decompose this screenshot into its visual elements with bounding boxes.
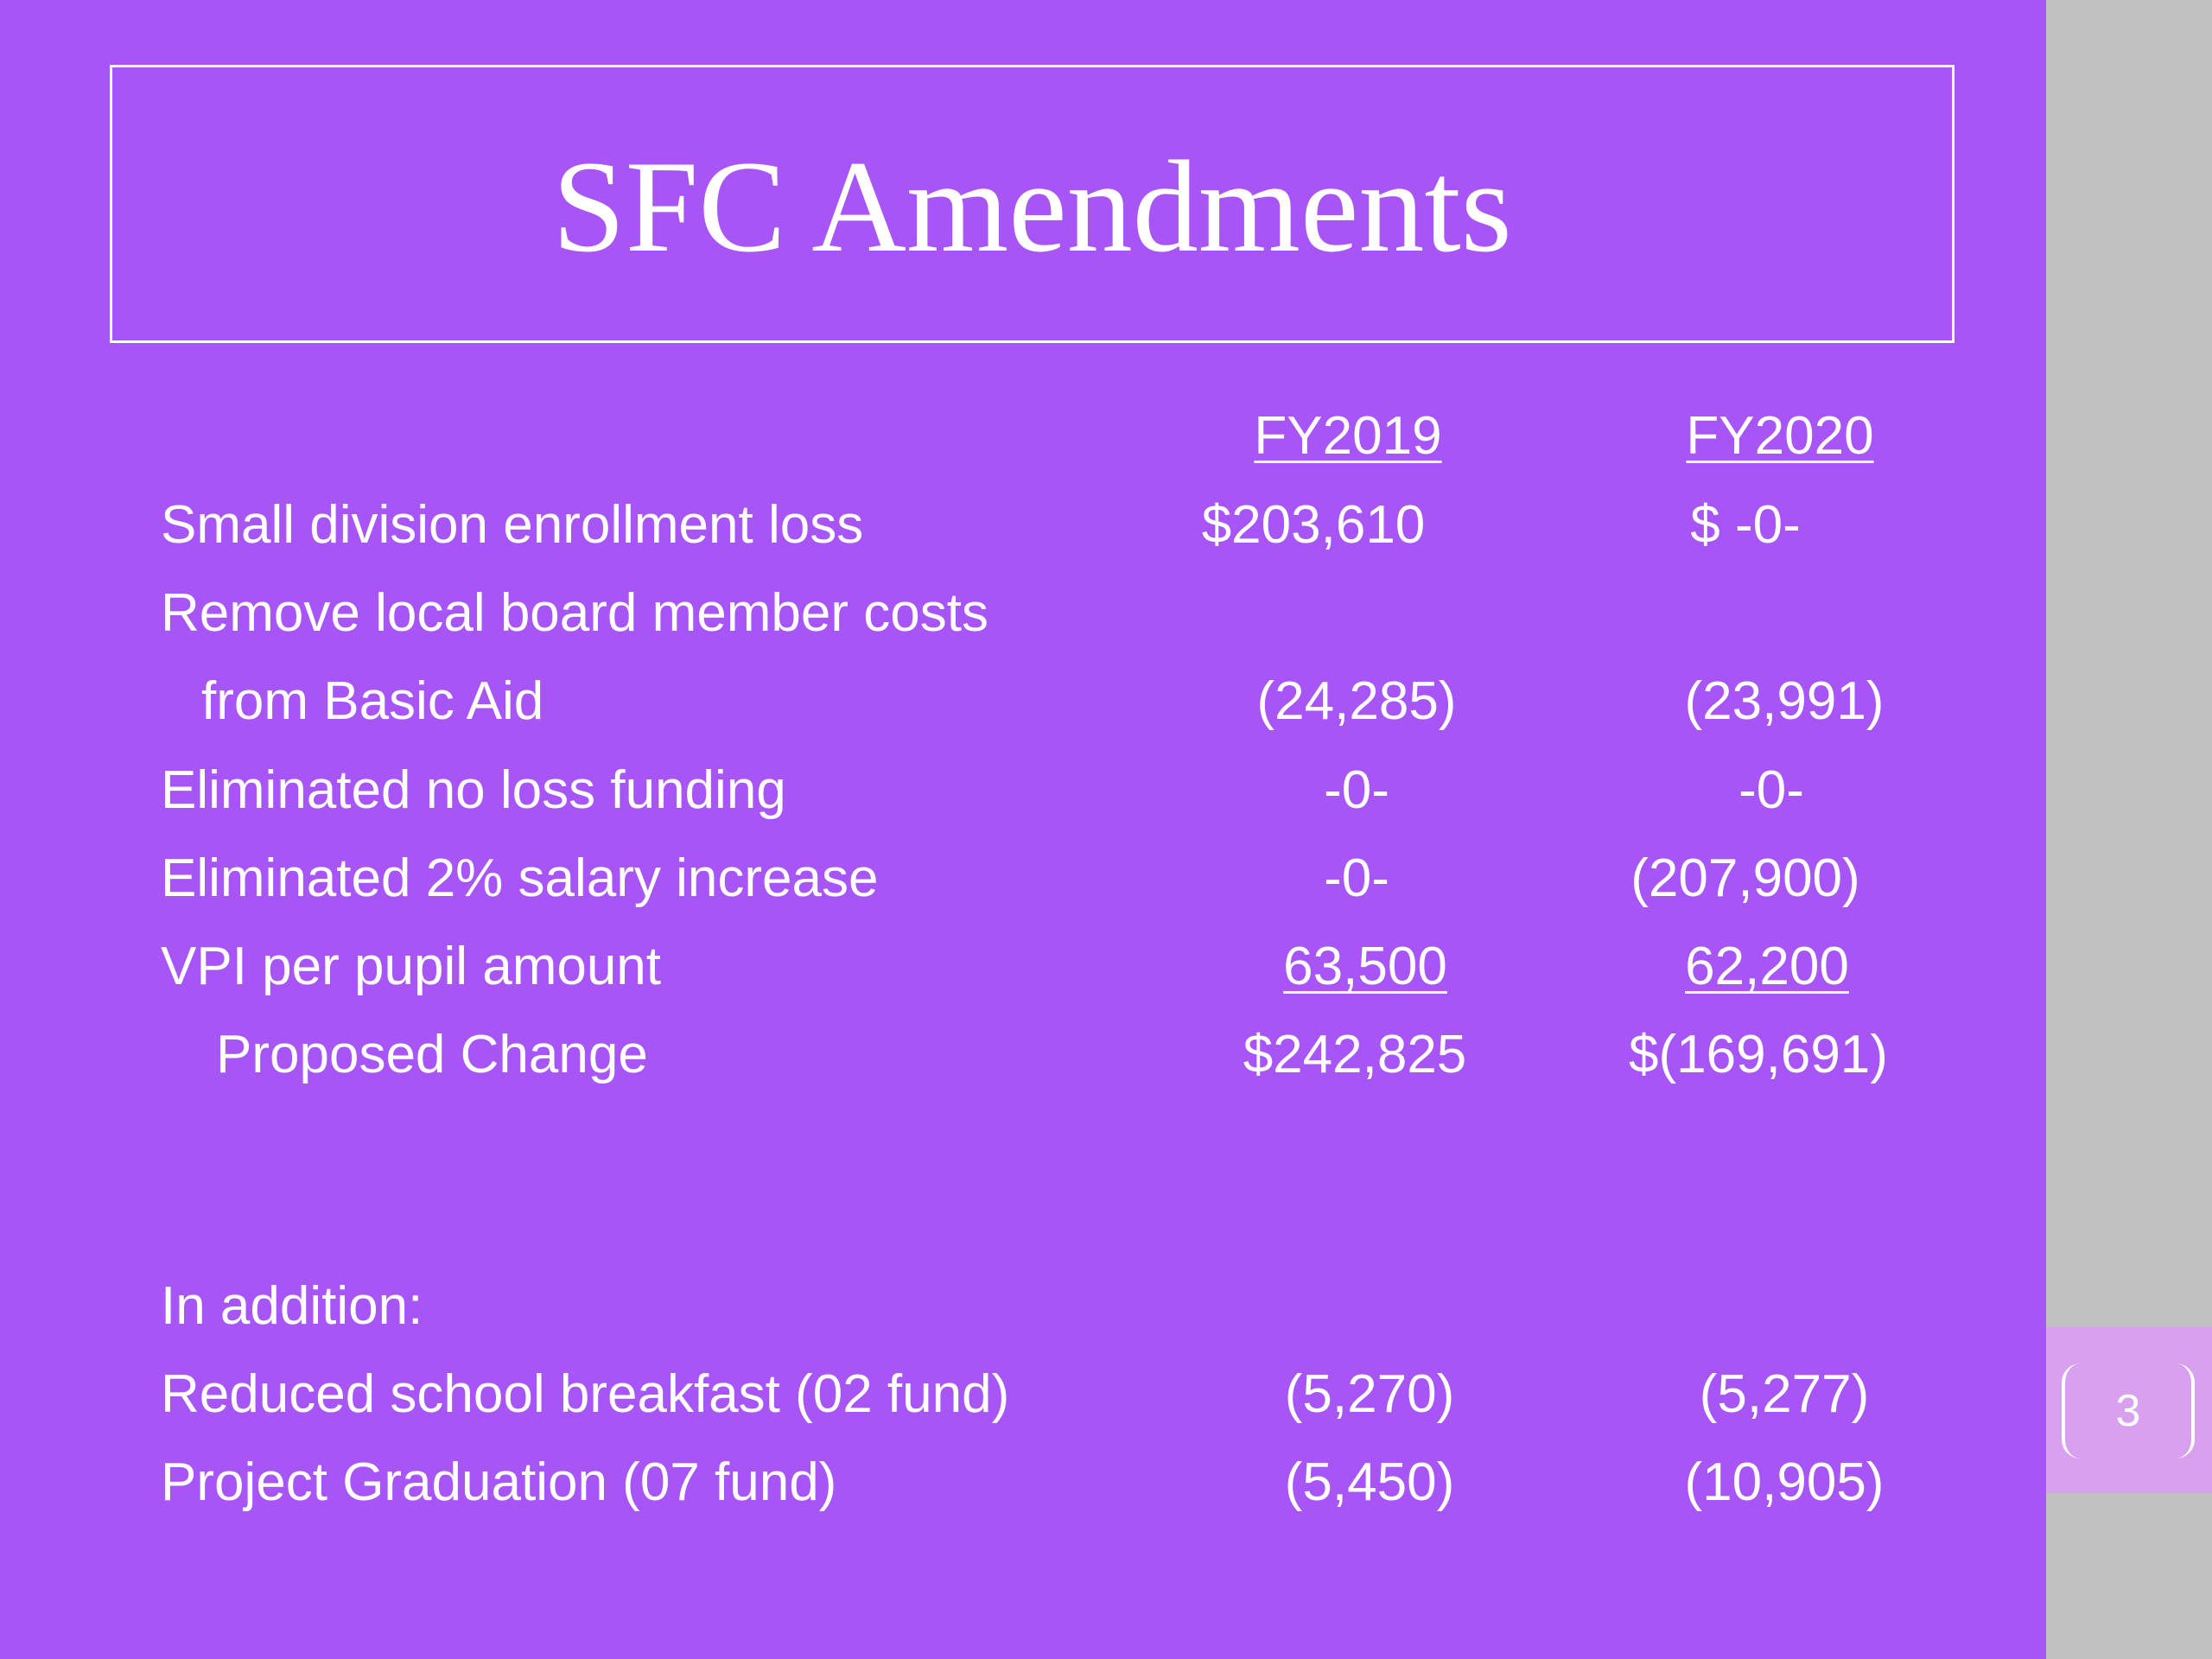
row-fy2019: -0- xyxy=(1324,849,1389,908)
row-fy2019: (5,450) xyxy=(1284,1452,1455,1512)
row-fy2020: $(169,691) xyxy=(1629,1025,1888,1084)
header-fy2019: FY2019 xyxy=(1254,406,1442,466)
row-fy2019: 63,500 xyxy=(1283,937,1447,996)
table-row xyxy=(0,575,2046,652)
row-label: Eliminated 2% salary increase xyxy=(161,849,879,908)
row-fy2020: -0- xyxy=(1738,760,1804,820)
table-row xyxy=(0,1444,2046,1522)
table-row xyxy=(0,928,2046,1006)
table-row xyxy=(0,1016,2046,1094)
row-fy2020: (23,991) xyxy=(1684,671,1885,731)
row-label: Project Graduation (07 fund) xyxy=(161,1452,837,1512)
row-fy2019: -0- xyxy=(1324,760,1389,820)
row-fy2019: $203,610 xyxy=(1201,495,1426,555)
row-fy2019: $242,825 xyxy=(1243,1025,1467,1084)
row-label: Proposed Change xyxy=(216,1025,648,1084)
row-fy2020: 62,200 xyxy=(1685,937,1849,996)
header-fy2020: FY2020 xyxy=(1686,406,1874,466)
row-label: Eliminated no loss funding xyxy=(161,760,786,820)
table-row xyxy=(0,663,2046,741)
title-box xyxy=(110,65,1955,343)
row-fy2020: (207,900) xyxy=(1630,849,1860,908)
addition-heading-row xyxy=(0,1268,2046,1345)
table-row xyxy=(0,752,2046,830)
slide-title: SFC Amendments xyxy=(552,134,1512,279)
table-row xyxy=(0,486,2046,564)
row-fy2019: (24,285) xyxy=(1256,671,1457,731)
row-fy2020: (5,277) xyxy=(1699,1364,1870,1424)
addition-heading: In addition: xyxy=(161,1276,423,1336)
row-label: from Basic Aid xyxy=(201,671,544,731)
page-number: 3 xyxy=(2115,1386,2141,1436)
table-row xyxy=(0,840,2046,918)
row-label: Small division enrollment loss xyxy=(161,495,864,555)
header-row xyxy=(0,397,2046,475)
table-row xyxy=(0,1356,2046,1433)
row-fy2020: $ -0- xyxy=(1690,495,1801,555)
row-label: Reduced school breakfast (02 fund) xyxy=(161,1364,1010,1424)
row-fy2020: (10,905) xyxy=(1684,1452,1885,1512)
row-label: VPI per pupil amount xyxy=(161,937,662,996)
row-fy2019: (5,270) xyxy=(1284,1364,1455,1424)
row-label: Remove local board member costs xyxy=(161,583,988,643)
